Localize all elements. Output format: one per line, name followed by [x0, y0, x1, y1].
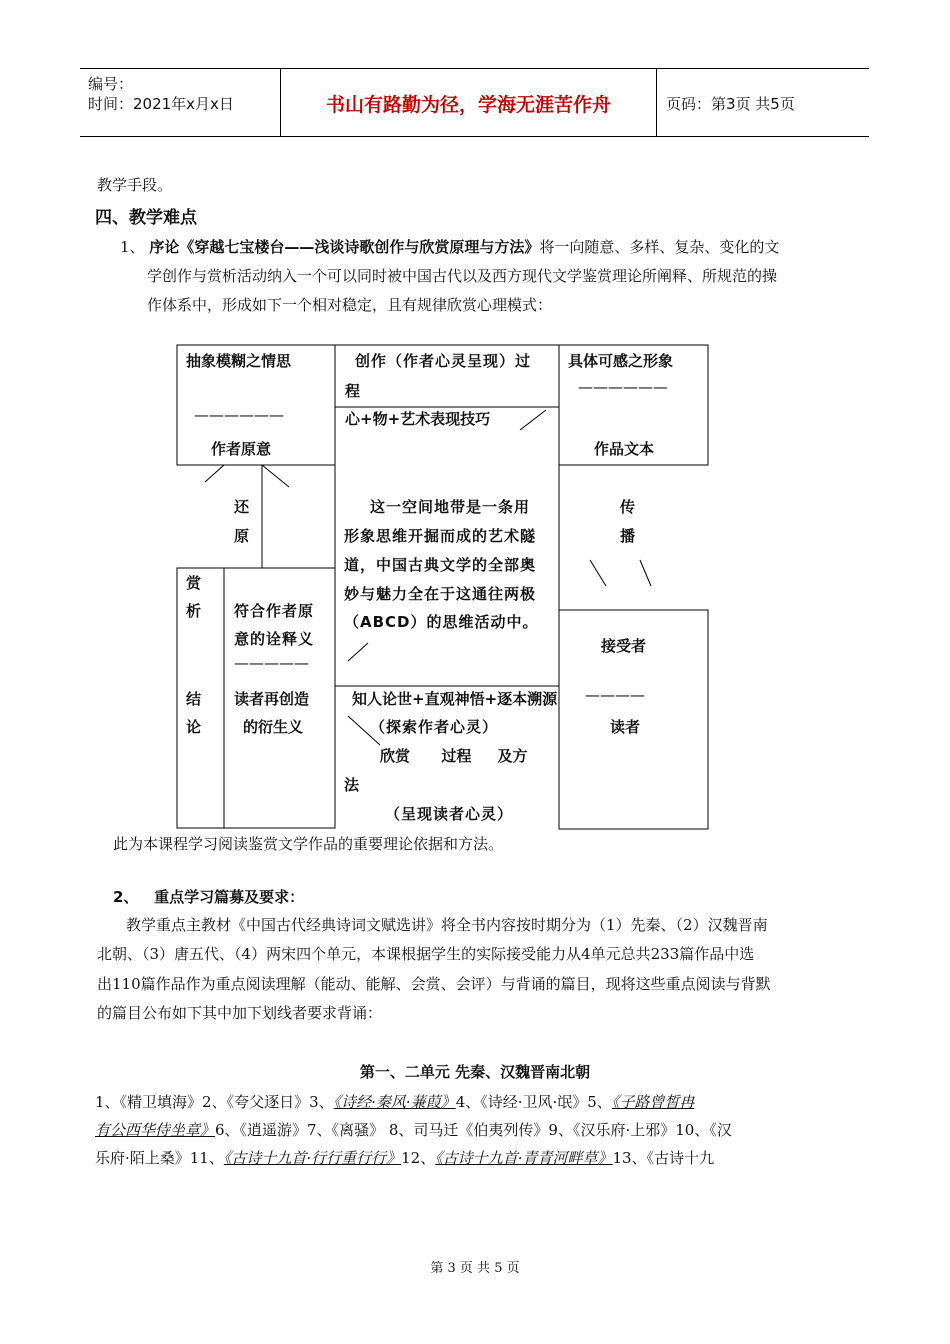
- diagram-restore-b: 原: [234, 527, 250, 545]
- diagram-dash-right: ——————: [578, 378, 668, 396]
- list-recite-item: 《古诗十九首·行行重行行》: [223, 1149, 402, 1167]
- diagram-center-4: 妙与魅力全在于这通往两极: [344, 585, 537, 603]
- works-list-line3: [95, 1147, 714, 1168]
- list-recite-item: 《诗经·秦风·蒹葭》: [333, 1093, 456, 1111]
- diagram-restore-a: 还: [234, 498, 250, 516]
- intro-tail: 教学手段。: [97, 176, 173, 194]
- diagram-reader-1: 读者再创造: [234, 690, 310, 708]
- page-info: 页码：第3页 共5页: [666, 95, 795, 113]
- diagram-center-3: 道，中国古典文学的全部奥: [344, 556, 537, 574]
- diagram-fit-2: 意的诠释义: [234, 630, 315, 648]
- item2-label: 2、: [113, 888, 139, 906]
- diagram-abstract: 抽象模糊之情思: [186, 352, 292, 370]
- diagram-reader: 读者: [610, 718, 641, 736]
- list-text: 6、《逍遥游》7、《离骚》 8、司马迁《伯夷列传》9、《汉乐府·上邪》10、《汉: [215, 1121, 732, 1139]
- item1-label: 1、: [120, 238, 145, 256]
- diagram-appreciate-b: 析: [186, 602, 202, 620]
- diagram-spread-b: 播: [620, 527, 636, 545]
- list-text: 12、: [401, 1149, 436, 1167]
- number-label: 编号：: [88, 75, 134, 93]
- diagram-heart-object: 心+物+艺术表现技巧: [345, 410, 491, 428]
- works-list-line1: [95, 1091, 694, 1112]
- diagram-spread-a: 传: [620, 498, 636, 516]
- list-text: 乐府·陌上桑》11、: [95, 1149, 224, 1167]
- diagram-explore: （探索作者心灵）: [370, 718, 499, 736]
- diagram-conclude-b: 论: [186, 718, 202, 736]
- item2-line2: 北朝、（3）唐五代、（4）两宋四个单元，本课根据学生的实际接受能力从4单元总共233篇作品中选: [97, 945, 755, 963]
- diagram-appreciate-a: 赏: [186, 574, 202, 592]
- diagram-reader-dash: ————: [585, 686, 645, 704]
- diagram-present: （呈现读者心灵）: [385, 805, 514, 823]
- list-text: 4、《诗经·卫风·氓》5、: [455, 1093, 612, 1111]
- diagram-method-fa: 法: [344, 776, 360, 794]
- time-label: 时间：2021年x月x日: [88, 95, 234, 113]
- item1-line1: 将一向随意、多样、复杂、变化的文: [539, 238, 780, 256]
- diagram-method: 知人论世+直观神悟+逐本溯源: [352, 690, 558, 708]
- list-text: 13、《古诗十九: [612, 1149, 715, 1167]
- diagram-center-5: （ABCD）的思维活动中。: [344, 613, 539, 631]
- diagram-center-2: 形象思维开掘而成的艺术隧: [344, 527, 537, 545]
- diagram-center-1: 这一空间地带是一条用: [370, 498, 531, 516]
- item1-line3: 作体系中，形成如下一个相对稳定，且有规律欣赏心理模式：: [147, 296, 553, 314]
- motto: 书山有路勤为径，学海无涯苦作舟: [325, 94, 611, 116]
- section-title: 四、教学难点: [95, 208, 197, 228]
- diagram-creation-b: 程: [345, 382, 361, 400]
- item1-line2: 学创作与赏析活动纳入一个可以同时被中国古代以及西方现代文学鉴赏理论所阐释、所规范的操: [147, 267, 778, 285]
- item2-title: 重点学习篇募及要求：: [154, 888, 305, 906]
- page-footer: 第 3 页 共 5 页: [430, 1261, 520, 1276]
- diagram-concrete: 具体可感之形象: [568, 352, 674, 370]
- list-recite-item: 《子路曾皙冉: [611, 1093, 695, 1111]
- diagram-appreciation-process: 欣赏 过程 及方: [380, 747, 528, 765]
- diagram-author-intent: 作者原意: [211, 440, 272, 458]
- item2-line3: 出110篇作品作为重点阅读理解（能动、能解、会赏、会评）与背诵的篇目，现将这些重点阅读与背默: [97, 975, 771, 993]
- diagram-dash-left: ——————: [194, 406, 284, 424]
- works-list-line2: [95, 1119, 732, 1140]
- item2-heading: [113, 886, 304, 907]
- diagram-creation: 创作（作者心灵呈现）过: [355, 352, 532, 370]
- item2-line4: 的篇目公布如下其中加下划线者要求背诵：: [97, 1004, 383, 1022]
- item1-title: 序论《穿越七宝楼台——浅谈诗歌创作与欣赏原理与方法》: [149, 238, 540, 256]
- diagram-fit-dash: —————: [234, 654, 309, 672]
- diagram-fit-1: 符合作者原: [234, 602, 315, 620]
- diagram-receiver: 接受者: [601, 637, 647, 655]
- unit-title: 第一、二单元 先秦、汉魏晋南北朝: [359, 1063, 591, 1081]
- list-recite-item: 《古诗十九首·青青河畔草》: [435, 1149, 613, 1167]
- item2-line1: 教学重点主教材《中国古代经典诗词文赋选讲》将全书内容按时期分为（1）先秦、（2）汉魏晋南: [126, 916, 768, 934]
- list-recite-item: 有公西华侍坐章》: [95, 1121, 216, 1139]
- box-left-inner: [262, 465, 335, 568]
- diagram-work-text: 作品文本: [594, 440, 655, 458]
- after-diagram-note: 此为本课程学习阅读鉴赏文学作品的重要理论依据和方法。: [113, 835, 504, 853]
- diagram-conclude-a: 结: [186, 690, 202, 708]
- list-text: 1、《精卫填海》2、《夸父逐日》3、: [95, 1093, 334, 1111]
- diagram-reader-2: 的衍生义: [243, 718, 304, 736]
